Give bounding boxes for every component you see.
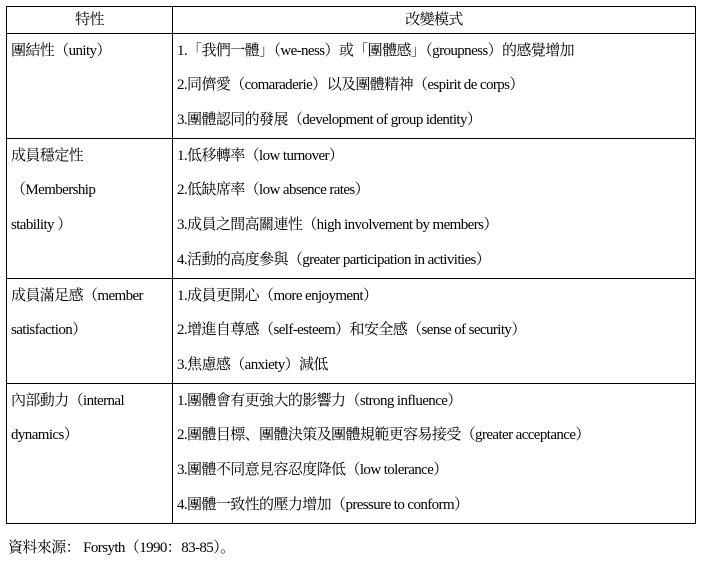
table-header-row bbox=[7, 7, 696, 34]
change-line: 2.增進自尊感（self-esteem）和安全感（sense of security） bbox=[177, 322, 526, 338]
change-line: 1.「我們一體」（we-ness）或「團體感」（groupness）的感覺增加 bbox=[177, 43, 574, 59]
header-feature: 特性 bbox=[7, 7, 173, 34]
change-line: 2.同儕愛（comaraderie）以及團體精神（espirit de corps） bbox=[177, 77, 524, 93]
change-line: 4.活動的高度參與（greater participation in activities） bbox=[177, 252, 491, 268]
change-line: 1.低移轉率（low turnover） bbox=[177, 148, 344, 164]
feature-line: （Membership bbox=[11, 182, 96, 198]
change-line: 2.團體目標、團體決策及團體規範更容易接受（greater acceptance） bbox=[177, 427, 590, 443]
change-line: 1.團體會有更強大的影響力（strong influence） bbox=[177, 393, 462, 409]
feature-line: 成員穩定性 bbox=[11, 148, 84, 164]
table-row bbox=[7, 139, 696, 279]
change-cell bbox=[173, 139, 696, 279]
header-change-pattern: 改變模式 bbox=[173, 7, 696, 34]
change-line: 2.低缺席率（low absence rates） bbox=[177, 182, 370, 198]
change-line: 1.成員更開心（more enjoyment） bbox=[177, 288, 378, 304]
table-row bbox=[7, 384, 696, 524]
feature-line: 團結性（unity） bbox=[11, 43, 111, 59]
change-line: 3.團體認同的發展（development of group identity） bbox=[177, 112, 482, 128]
feature-line: 成員滿足感（member bbox=[11, 288, 143, 304]
table-row bbox=[7, 279, 696, 384]
feature-cell bbox=[7, 34, 173, 139]
feature-line: satisfaction） bbox=[11, 322, 87, 338]
feature-cell bbox=[7, 279, 173, 384]
feature-cell bbox=[7, 384, 173, 524]
change-cell bbox=[173, 384, 696, 524]
change-line: 3.團體不同意見容忍度降低（low tolerance） bbox=[177, 462, 448, 478]
change-cell bbox=[173, 279, 696, 384]
feature-line: stability ） bbox=[11, 217, 72, 233]
characteristics-table bbox=[6, 6, 696, 524]
table-row bbox=[7, 34, 696, 139]
feature-line: dynamics） bbox=[11, 427, 79, 443]
feature-line: 內部動力（internal bbox=[11, 393, 125, 409]
change-line: 3.成員之間高關連性（high involvement by members） bbox=[177, 217, 498, 233]
change-line: 4.團體一致性的壓力增加（pressure to conform） bbox=[177, 497, 469, 513]
feature-cell bbox=[7, 139, 173, 279]
change-line: 3.焦慮感（anxiety）減低 bbox=[177, 357, 328, 373]
change-cell bbox=[173, 34, 696, 139]
source-citation: 資料來源： Forsyth（1990：83-85）。 bbox=[8, 540, 235, 556]
